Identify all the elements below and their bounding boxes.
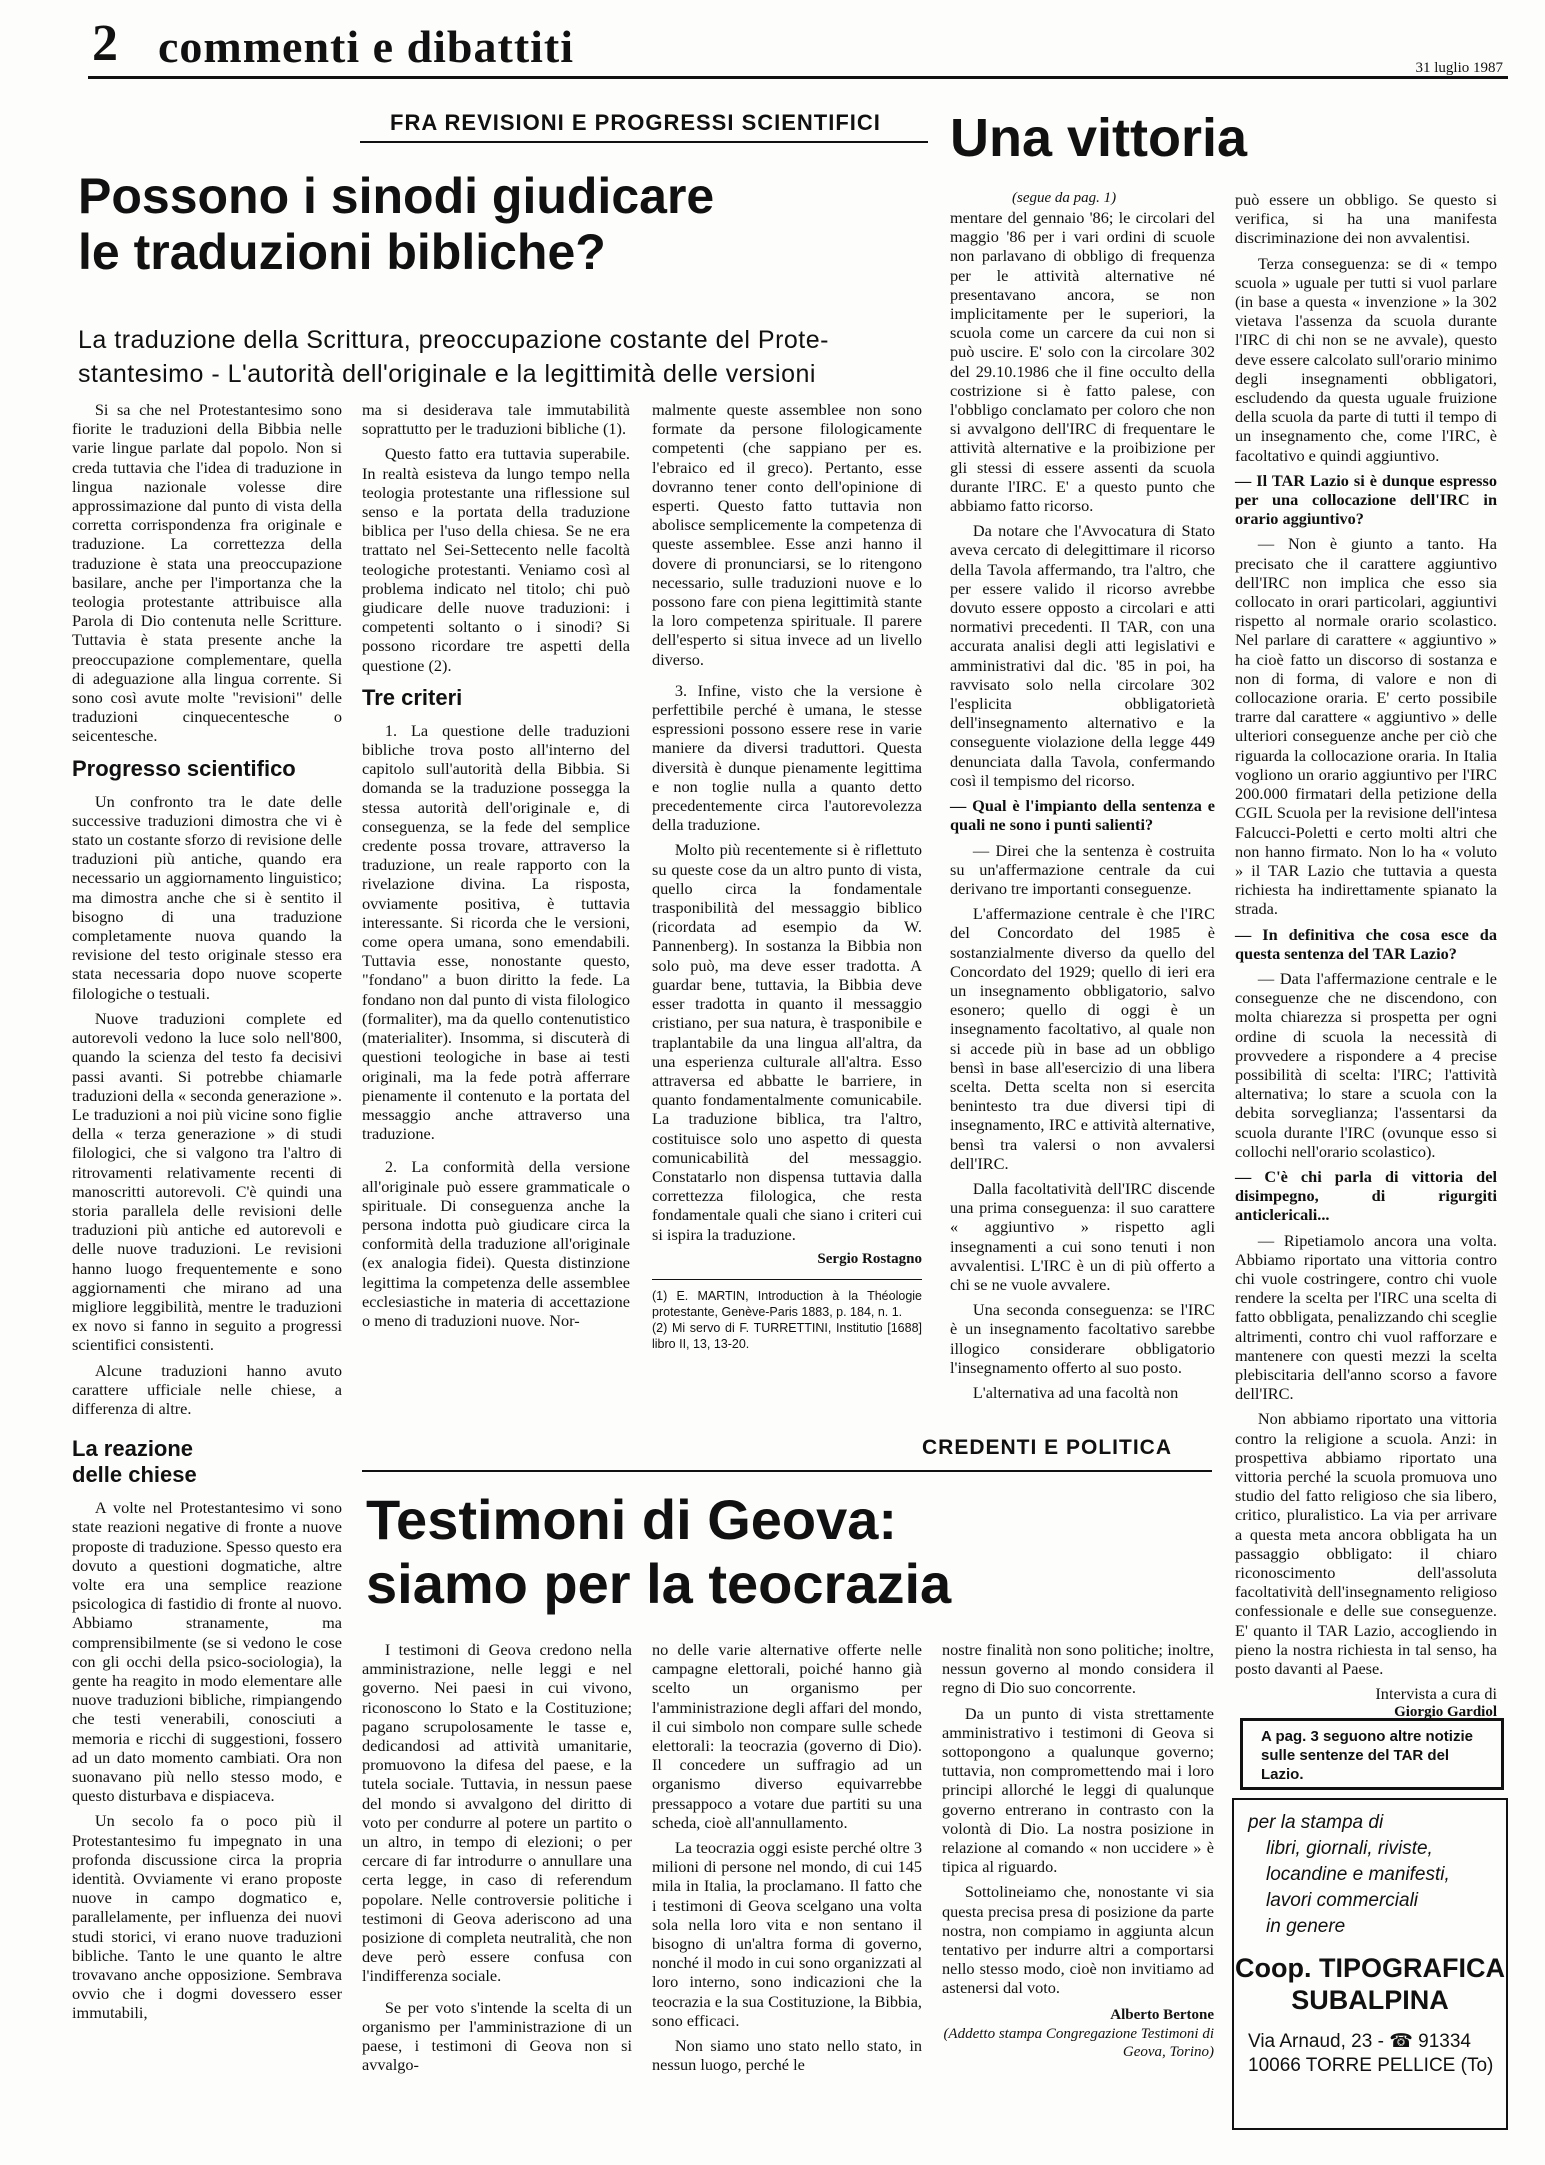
right-column-1: [950, 208, 1215, 1402]
ad-line: libri, giornali, riviste,: [1266, 1838, 1433, 1859]
masthead-rule: [88, 76, 1508, 79]
paragraph: L'affermazione centrale è che l'IRC del Concordato del 1985 è sostanzialmente diverso da quello del Concordato del 1929; quello di ieri era un insegnamento obbligatorio, salvo esonero; quello di oggi è un insegnamento facoltativo, al quale non si accede più in base ad un obbligo bensì in base all'esercizio di una libera scelta. Detta scelta non si esercita benintesto tra due diversi tipi di insegnamento, IRC e attività alternative, bensì tra valersi o non avvalersi dell'IRC.: [950, 904, 1215, 1173]
question: — Il TAR Lazio si è dunque espresso per una collocazione dell'IRC in orario aggiuntivo?: [1235, 470, 1497, 529]
interview-credit: [1235, 1684, 1497, 1722]
ad-line: lavori commerciali: [1266, 1890, 1419, 1911]
subheading-line: La reazione: [72, 1436, 194, 1462]
main-headline-line2: le traduzioni bibliche?: [78, 224, 606, 280]
paragraph: Da un punto di vista strettamente amministrativo i testimoni di Geova si sottopongono a qualunque governo; tuttavia, non compromettendo mai i loro principi allorché le leggi di qualunque governo entrerano in contrasto con la volontà di Dio. La nostra posizione in relazione al comando « non uccidere » è tipica al riguardo.: [942, 1703, 1214, 1877]
bottom-column-1: [362, 1640, 632, 2120]
bottom-headline-line2: siamo per la teocrazia: [366, 1552, 952, 1615]
paragraph: — Data l'affermazione centrale e le conseguenze che ne discendono, con molta chiarezza si prospetta per ogni ordine di scuola la necessità di provvedere a rispondere a 4 precise possibilità di scelta: l'IRC; l'attività alternativa; lo stare a scuola con la debita sorveglianza; l'assentarsi da scuola durante l'IRC (ovunque esso si collochi nell'orario scolastico).: [1235, 968, 1497, 1161]
interviewer-name: Giorgio Gardiol: [1394, 1704, 1497, 1721]
paragraph: Una seconda conseguenza: se l'IRC è un insegnamento facoltativo sarebbe illogico considerare obbligatorio l'insegnamento offerto al suo posto.: [950, 1300, 1215, 1377]
paragraph: Un confronto tra le date delle successive traduzioni dimostra che vi è stato un costante sforzo di revisione delle traduzioni più antiche, quando era necessario un aggiornamento linguistico; ma dimostra anche che si è sentito il bisogno di una traduzione completamente nuova quando la revisione del testo originale stesso era stata necessaria dopo nuove scoperte filologiche o testuali.: [72, 791, 342, 1003]
paragraph: Si sa che nel Protestantesimo sono fiorite le traduzioni della Bibbia nelle varie lingue parlate dal popolo. Non si creda tuttavia che l'idea di traduzione in lingua nazionale volesse dire approssimazione dal punto di vista della corretta corrispondenza fra originale e traduzione. La correttezza della traduzione è stata una preoccupazione basilare, anche per l'importanza che la teologia protestante attribuisce alla Parola di Dio contenuta nelle Scritture. Tuttavia è stata presente anche la preoccupazione complementare, quella di adeguazione alla lingua corrente. Si sono così avute molte "revisioni" delle traduzioni cinquecentesche o seicentesche.: [72, 400, 342, 746]
subheading-tre-criteri: Tre criteri: [362, 684, 463, 710]
paragraph: Se per voto s'intende la scelta di un organismo per l'amministrazione di un paese, i testimoni di Geova non si avvalgo-: [362, 1997, 632, 2075]
right-column-2: [1235, 190, 1497, 1721]
paragraph: Nuove traduzioni complete ed autorevoli vedono la luce solo nell'800, quando la scienza del testo fa decisivi passi avanti. Si potrebbe chiamarle traduzioni della « seconda generazione ». Le traduzioni a noi più vicine sono figlie della « terza generazione » di studi filologici, che si valgono tra l'altro di ritrovamenti relativamente recenti di manoscritti autorevoli. C'è quindi una storia parallela delle revisioni delle traduzioni più antiche ed autorevoli e delle nuove traduzioni. Le revisioni hanno luogo frequentemente e sono aggiornamenti che mirano ad una migliore leggibilità, mentre le traduzioni ex novo si fanno in seguito a progressi scientifici consistenti.: [72, 1008, 342, 1355]
ad-line: locandine e manifesti,: [1266, 1864, 1450, 1885]
company-name-line1: Coop. TIPOGRAFICA: [1235, 1953, 1505, 1983]
paragraph: nostre finalità non sono politiche; inoltre, nessun governo al mondo considera il regno di Dio suo concorrente.: [942, 1640, 1214, 1698]
main-deck-line1: La traduzione della Scrittura, preoccupazione costante del Prote-: [78, 326, 829, 354]
paragraph: Sottolineiamo che, nonostante vi sia questa precisa presa di posizione da parte nostra, non compiamo in aggiunta alcun tentativo per indurre altri a comportarsi nello stesso modo, cioè non invitiamo ad astenersi dal voto.: [942, 1882, 1214, 1998]
main-column-3: [652, 400, 922, 1390]
paragraph: Non abbiamo riportato una vittoria contro la religione a scuola. Anzi: in prospettiva abbiamo riportato una vittoria perché la scuola promuova uno studio del fatto religioso che sia libero, critico, pluralistico. La via per arrivare a questa meta ancora obbligata ha un passaggio obbligato: il chiaro riconoscimento dell'assoluta facoltatività dell'insegnamento religioso confessionale e delle sue conseguenze. E' quanto il TAR Lazio, accogliendo in pieno la nostra richiesta in tal senso, ha posto davanti al Paese.: [1235, 1409, 1497, 1679]
bottom-column-2: [652, 1640, 922, 2120]
main-headline-line1: Possono i sinodi giudicare: [78, 168, 715, 224]
bottom-section-rule: [362, 1470, 1212, 1472]
footnote-1: (1) E. MARTIN, Introduction à la Théologie protestante, Genève-Paris 1883, p. 184, n. 1.: [652, 1288, 922, 1319]
paragraph: Da notare che l'Avvocatura di Stato aveva cercato di delegittimare il ricorso della Tavola affermando, tra l'altro, che per essere valido il ricorso avrebbe dovuto essere opposto a circolari e atti normativi precedenti. Il TAR, con una accurata analisi degli atti legislativi e amministrativi dal dic. '85 in poi, ha ravvisato solo nella circolare 302 l'esplicita obbligatorietà dell'insegnamento alternativo e la conseguente violazione della legge 449 denunciata dalla Tavola, confermando così il tempismo del ricorso.: [950, 521, 1215, 790]
ad-line: per la stampa di: [1248, 1812, 1384, 1833]
bottom-headline: [366, 1488, 951, 1616]
ad-contact: [1234, 2030, 1506, 2078]
main-deck-line2: stantesimo - L'autorità dell'originale e la legittimità delle versioni: [78, 360, 816, 388]
paragraph: I testimoni di Geova credono nella amministrazione, nelle leggi e nel governo. Nei paesi in cui vivono, riconoscono lo Stato e la Costituzione; pagano scrupolosamente le tasse e, dedicandosi ad attività umanitarie, promuovono la difesa del paese, e la tutela sociale. Tuttavia, in nessun paese del mondo si avvalgono del diritto di voto per condurre al potere un partito o un altro, in tempo di elezioni; o per cercare di far introdurre o annullare una certa legge, in caso di referendum popolare. Nelle controversie politiche i testimoni di Geova aderiscono ad una posizione di completa neutralità, che non deve però essere confusa con l'indifferenza sociale.: [362, 1640, 632, 1986]
paragraph: — Direi che la sentenza è costruita su un'affermazione centrale da cui derivano tre importanti conseguenze.: [950, 840, 1215, 898]
company-city: 10066 TORRE PELLICE (To): [1248, 2055, 1494, 2076]
subheading-line: delle chiese: [72, 1462, 197, 1488]
company-address: Via Arnaud, 23 - ☎ 91334: [1248, 2031, 1471, 2052]
kicker-rule: [360, 141, 928, 143]
signature-note: (Addetto stampa Congregazione Testimoni di Geova, Torino): [943, 2025, 1214, 2060]
footnote-2: (2) Mi servo di F. TURRETTINI, Institutio [1688] libro II, 13, 13-20.: [652, 1320, 922, 1351]
paragraph: no delle varie alternative offerte nelle campagne elettorali, poiché hanno già scelto un organismo per l'amministrazione degli affari del mondo, il cui simbolo non compare sulle schede elettorali: la teocrazia (governo di Dio). Il concedere un suffragio ad un organismo diverso equivarrebbe pressappoco a votare due partiti su una scheda, cioè all'annullamento.: [652, 1640, 922, 1832]
paragraph: può essere un obbligo. Se questo si verifica, si ha una manifesta discriminazione dei non avvalentisi.: [1235, 190, 1497, 248]
main-column-1: [72, 400, 342, 2115]
notice-text: A pag. 3 seguono altre notizie sulle sentenze del TAR del Lazio.: [1261, 1728, 1473, 1783]
signature-bertone: Alberto Bertone: [1110, 2006, 1214, 2023]
paragraph: 3. Infine, visto che la versione è perfettibile perché è umana, le stesse espressioni possono essere rese in varie maniere da diversi traduttori. Questa diversità è dunque pienamente legittima e non toglie nulla a quanto detto precedentemente circa l'autorevolezza della traduzione.: [652, 680, 922, 835]
paragraph: Alcune traduzioni hanno avuto carattere ufficiale nelle chiese, a differenza di altre.: [72, 1360, 342, 1418]
section-title: commenti e dibattiti: [158, 21, 575, 72]
paragraph: — Non è giunto a tanto. Ha precisato che il carattere aggiuntivo dell'IRC non implica che esso sia collocato in orari particolari, aggiuntivi rispetto al normale orario scolastico. Nel parlare di carattere « aggiuntivo » ha cioè fatto un discorso di sostanza e non di forma, di valore e non di collocazione oraria. E' certo possibile trarre dal carattere « aggiuntivo » delle ulteriori conseguenze anche per ciò che riguarda la collocazione oraria. In Italia vogliono un orario aggiuntivo per l'IRC 200.000 firmatari della petizione della CGIL Scuola per la revisione dell'intesa Falcucci-Poletti e certo molti altri che non hanno firmato. Non lo ha « voluto » il TAR Lazio che tuttavia a questa richiesta ha indirettamente spianato la strada.: [1235, 534, 1497, 919]
subheading-progresso: Progresso scientifico: [72, 755, 296, 781]
interview-by: Intervista a cura di: [1375, 1684, 1497, 1704]
bottom-kicker: CREDENTI E POLITICA: [922, 1436, 1173, 1459]
company-name-line2: SUBALPINA: [1291, 1985, 1449, 2015]
paragraph: L'alternativa ad una facoltà non: [972, 1382, 1179, 1402]
ad-services: [1234, 1800, 1506, 1940]
main-kicker: FRA REVISIONI E PROGRESSI SCIENTIFICI: [390, 110, 881, 135]
notes-rule: [652, 1279, 922, 1280]
paragraph: Un secolo fa o poco più il Protestantesimo fu impegnato in una profonda discussione circa la propria identità. Ovviamente vi erano proposte nuove in campo dogmatico e, parallelamente, per influenza dei nuovi studi storici, vi erano nuove traduzioni bibliche. Tanto le une quanto le altre trovavano anche opposizione. Sembrava ovvio che i dogmi dovessero esser immutabili,: [72, 1811, 342, 2023]
subheading-reazione: [72, 1436, 342, 1488]
main-column-2: [362, 400, 630, 1390]
paragraph: malmente queste assemblee non sono formate da persone filologicamente competenti (che sappiano per es. l'ebraico ed il greco). Pertanto, esse dovranno tener conto dell'opinione di esperti. Questo fatto tuttavia non abolisce semplicemente la competenza di queste assemblee. Esse anzi hanno il dovere di pronunciarsi, se lo ritengono necessario, sulle traduzioni nuove e lo possono fare con piena legittimità stante la loro competenza spirituale. Il parere dell'esperto si situa invece ad un livello diverso.: [652, 400, 922, 669]
right-headline: Una vittoria: [950, 108, 1248, 168]
page-number: 2: [92, 15, 118, 72]
main-headline: [78, 168, 714, 280]
continued-label: (segue da pag. 1): [1012, 190, 1117, 206]
main-deck: [78, 323, 829, 391]
paragraph: Non siamo uno stato nello stato, in nessun luogo, perché le: [652, 2036, 922, 2075]
paragraph: 2. La conformità della versione all'originale può essere grammaticale o spirituale. Di conseguenza anche la persona indotta può giudicare circa la conformità della traduzione all'originale (ex analogia fidei). Questa distinzione legittima la competenza delle assemblee ecclesiastiche in materia di accettazione o meno di traduzioni nuove. Nor-: [362, 1157, 630, 1330]
paragraph: La teocrazia oggi esiste perché oltre 3 milioni di persone nel mondo, di cui 145 mila in Italia, la proclamano. Il fatto che i testimoni di Geova scelgano una volta sola nella loro vita e non sentano il bisogno di un'altra forma di governo, nonché il modo in cui sono organizzati al loro interno, sono indicazioni che la teocrazia e la sua Costituzione, la Bibbia, sono efficaci.: [652, 1838, 922, 2030]
paragraph: — Ripetiamolo ancora una volta. Abbiamo riportato una vittoria contro chi vuole costringere, contro chi vuole rendere la scelta per l'IRC una scelta di fatto obbligata, penalizzando chi sceglie altrimenti, contro chi vuol rafforzare e mantenere con questi mezzi la scelta plebiscitaria dell'anno scorso a favore dell'IRC.: [1235, 1230, 1497, 1404]
advertisement-box: [1232, 1798, 1508, 2130]
paragraph: mentare del gennaio '86; le circolari del maggio '86 per i vari ordini di scuole non parlavano di obbligo di frequenza per le attività alternative né presentavano ancora, se non implicitamente per le superiori, la scuola come un carcere da cui non si può uscire. E' solo con la circolare 302 del 29.10.1986 che il fine occulto della costrizione si è fatto palese, con l'obbligo conclamato per coloro che non si avvalgono dell'IRC di frequentare le attività alternative e la proibizione per gli stessi di essere assenti da scuola durante l'IRC. E' a questo punto che abbiamo fatto ricorso.: [950, 208, 1215, 516]
paragraph: Terza conseguenza: se di « tempo scuola » uguale per tutti si vuol parlare (in base a questa « invenzione » la 302 vietava l'assenza da scuola durante l'IRC di chi non se ne avvale), questo deve essere calcolato sull'orario minimo degli insegnamenti obbligatori, escludendo da questa uguale fruizione della scuola da parte di tutti il tempo di un insegnamento che, come l'IRC, è facoltativo e quindi aggiuntivo.: [1235, 253, 1497, 465]
paragraph: Dalla facoltatività dell'IRC discende una prima conseguenza: il suo carattere « aggiuntivo » rispetto agli insegnamenti a cui sono tenuti i non avvalentisi. L'IRC è un di più offerto a chi se ne vuole avvalere.: [950, 1178, 1215, 1294]
question: — C'è chi parla di vittoria del disimpegno, di rigurgiti anticlericali...: [1235, 1166, 1497, 1225]
bottom-column-3: [942, 1640, 1214, 2120]
bottom-headline-line1: Testimoni di Geova:: [366, 1488, 898, 1551]
signature-rostagno: Sergio Rostagno: [817, 1250, 922, 1267]
question: — Qual è l'impianto della sentenza e quali ne sono i punti salienti?: [950, 796, 1215, 835]
paragraph: ma si desiderava tale immutabilità soprattutto per le traduzioni bibliche (1).: [362, 400, 630, 439]
paragraph: Questo fatto era tuttavia superabile. In realtà esisteva da lungo tempo nella teologia protestante una riflessione sul senso e la portata della traduzione biblica per l'uso della chiesa. Se ne era trattato nel Sei-Settecento nelle facoltà teologiche protestanti. Veniamo così al problema indicato nel titolo; chi può giudicare delle nuove traduzioni: i competenti soltanto o i sinodi? Si possono ricordare tre aspetti della questione (2).: [362, 444, 630, 675]
paragraph: A volte nel Protestantesimo vi sono state reazioni negative di fronte a nuove proposte di traduzione. Spesso questo era dovuto a questioni dogmatiche, altre volte era una semplice reazione psicologica di fastidio di fronte al nuovo. Abbiamo stranamente, ma comprensibilmente (se si vedono le cose con gli occhi della psico-sociologia), la gente ha reagito in modo elementare alle nuove traduzioni bibliche, rimpiangendo che testi venerabili, conosciuti a memoria e ricchi di suggestioni, fossero ad un dato momento cambiati. Ora non suonavano più nello stesso modo, e questo disturbava e dispiaceva.: [72, 1498, 342, 1806]
issue-date: 31 luglio 1987: [1415, 60, 1503, 76]
paragraph: 1. La questione delle traduzioni bibliche trova posto all'interno del capitolo sull'autorità della Bibbia. Si domanda se la traduzione possegga la stessa autorità dell'originale e, di conseguenza, se la fede del semplice credente possa trovare, attraverso la traduzione, un reale rapporto con la rivelazione divina. La risposta, ovviamente positiva, è tuttavia interessante. Si ricorda che le versioni, come opera umana, sono emendabili. Tuttavia esse, nonostante questo, "fondano" a buon diritto la fede. La fondano non dal punto di vista filologico (formaliter), ma da quello contenutistico (materialiter). Insomma, si discuterà di questioni teologiche in base ai testi originali, ma la fede potrà afferrare pienamente il contenuto e la portata del messaggio anche attraverso una traduzione.: [362, 720, 630, 1144]
ad-line: in genere: [1266, 1916, 1346, 1937]
ad-company: [1234, 1952, 1506, 2016]
paragraph: Molto più recentemente si è riflettuto su queste cose da un altro punto di vista, quello circa la fondamentale trasponibilità del messaggio biblico (ricordata ad esempio da W. Pannenberg). In sostanza la Bibbia non solo può, ma deve esser tradotta. A guardar bene, tuttavia, la Bibbia deve esser tradotta in quanto il messaggio cristiano, per sua natura, è trasponibile e traplantabile da una lingua all'altra, da una esperienza culturale all'altra. Esso attraversa ed abbatte le barriere, in quanto fondamentalmente comunicabile. La traduzione biblica, tra l'altro, costituisce solo uno aspetto di questa comunicabilità del messaggio. Constatarlo non dispensa tuttavia dalla correttezza filologica, che resta fondamentale quali che siano i criteri cui si ispira la traduzione.: [652, 840, 922, 1244]
notice-box: [1240, 1718, 1504, 1790]
question: — In definitiva che cosa esce da questa sentenza del TAR Lazio?: [1235, 924, 1497, 963]
